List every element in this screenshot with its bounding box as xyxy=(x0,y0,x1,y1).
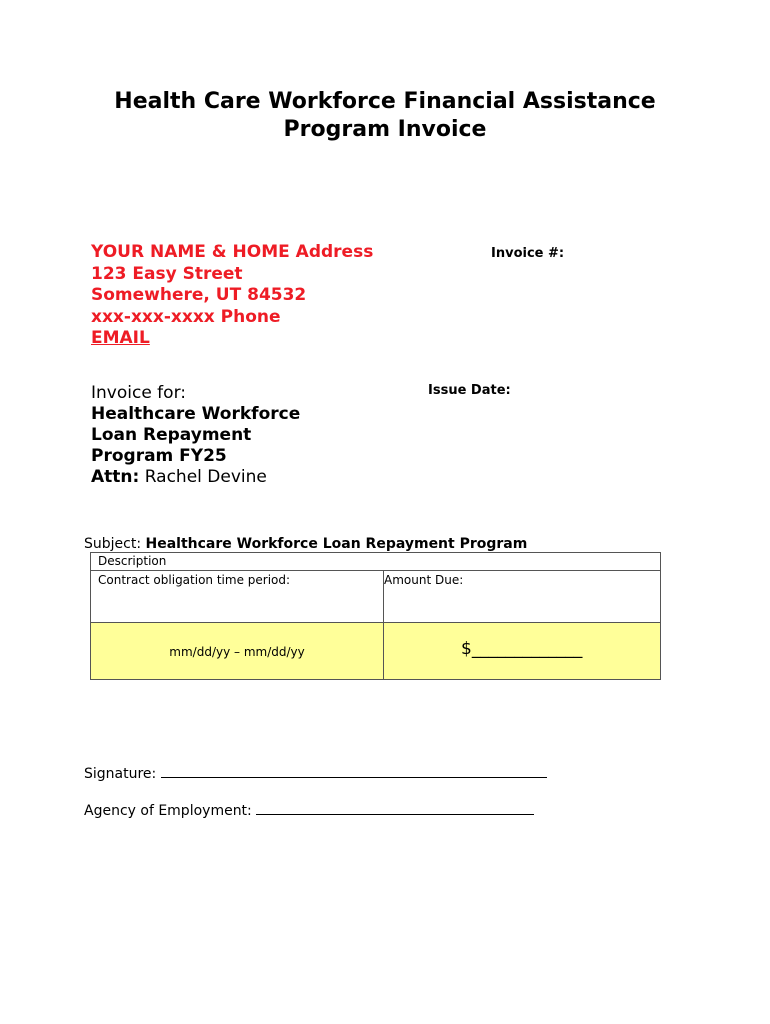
subject-value: Healthcare Workforce Loan Repayment Program xyxy=(145,536,528,552)
attn-label: Attn: xyxy=(91,467,140,487)
invoice-title-line1: Health Care Workforce Financial Assistance xyxy=(114,89,656,114)
table-header-row xyxy=(91,571,660,623)
attn-line xyxy=(91,467,300,488)
amount-column-header: Amount Due: xyxy=(384,573,464,587)
invoice-title xyxy=(80,88,690,144)
subject-line xyxy=(84,536,527,552)
bill-to-line1: Healthcare Workforce xyxy=(91,404,301,424)
sender-address-block xyxy=(91,242,373,350)
signature-line xyxy=(84,763,547,782)
agency-field[interactable] xyxy=(256,800,534,815)
column-divider xyxy=(383,571,384,679)
invoice-title-line2: Program Invoice xyxy=(283,117,487,142)
period-field[interactable]: mm/dd/yy – mm/dd/yy xyxy=(169,645,305,659)
bill-to-line2: Loan Repayment xyxy=(91,425,252,445)
agency-label: Agency of Employment: xyxy=(84,803,252,819)
sender-phone: xxx-xxx-xxxx Phone xyxy=(91,306,281,327)
sender-street: 123 Easy Street xyxy=(91,263,243,284)
signature-label: Signature: xyxy=(84,766,157,782)
sender-email-link[interactable]: EMAIL xyxy=(91,328,150,348)
bill-to-block xyxy=(91,383,300,488)
period-column-header: Contract obligation time period: xyxy=(98,573,291,587)
issue-date-label: Issue Date: xyxy=(428,383,511,398)
amount-due-field[interactable]: $_____________ xyxy=(461,639,583,659)
invoice-table xyxy=(90,552,661,680)
sender-city: Somewhere, UT 84532 xyxy=(91,285,307,305)
attn-name: Rachel Devine xyxy=(144,467,267,487)
invoice-number-label: Invoice #: xyxy=(491,246,565,261)
table-input-row xyxy=(91,623,660,679)
subject-label: Subject: xyxy=(84,536,142,552)
description-header: Description xyxy=(91,553,660,571)
signature-field[interactable] xyxy=(161,763,547,778)
bill-to-line3: Program FY25 xyxy=(91,446,227,466)
agency-line xyxy=(84,800,534,819)
bill-to-label: Invoice for: xyxy=(91,383,186,403)
sender-name-line: YOUR NAME & HOME Address xyxy=(91,242,374,262)
